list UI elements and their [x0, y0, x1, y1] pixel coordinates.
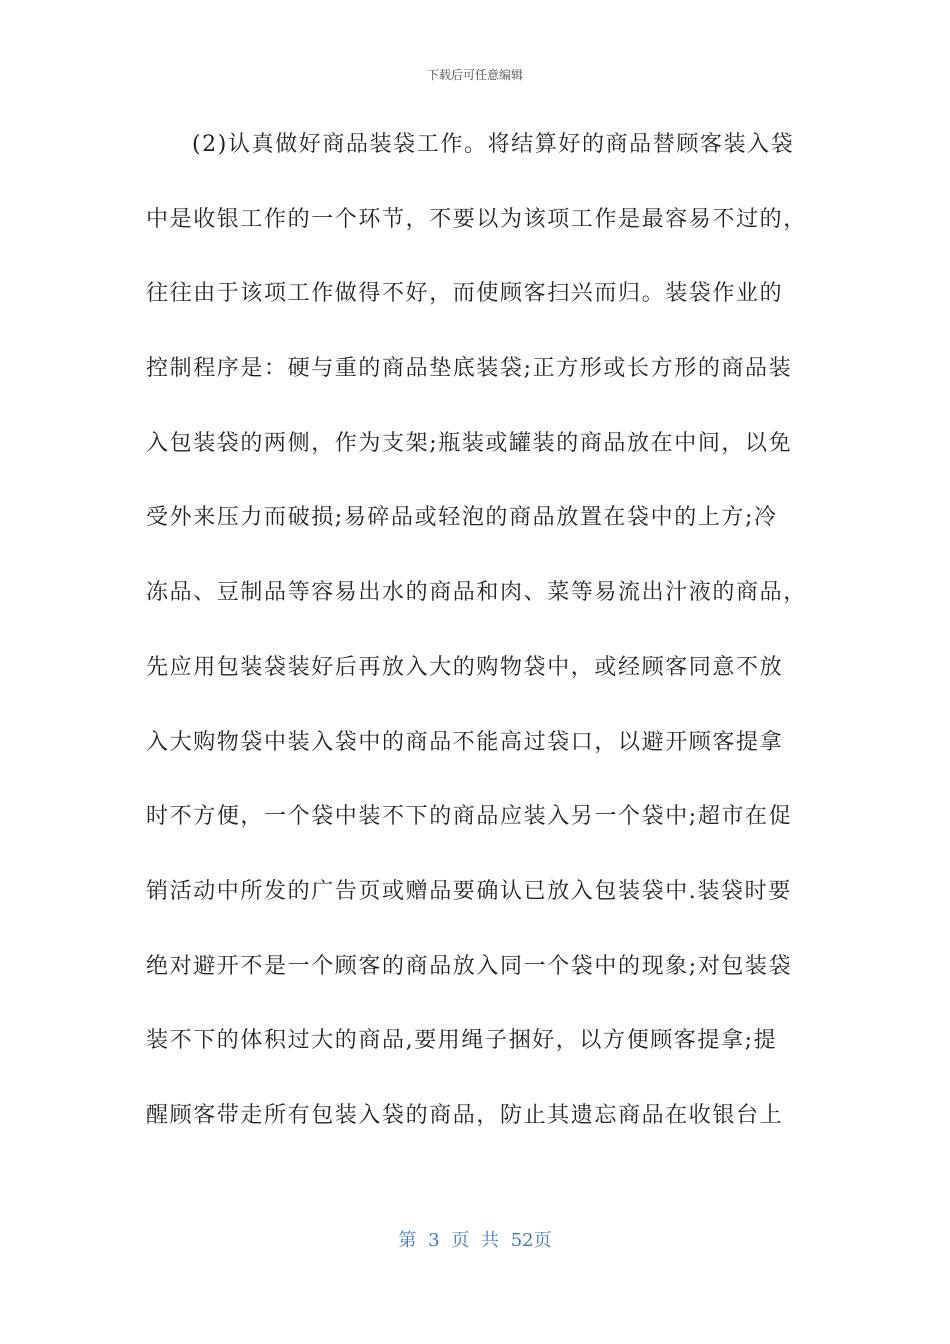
paragraph-line: 入大购物袋中装入袋中的商品不能高过袋口，以避开顾客提拿	[146, 729, 784, 755]
paragraph-line: 冻品、豆制品等容易出水的商品和肉、菜等易流出汁液的商品，	[146, 580, 807, 606]
paragraph-line: 装不下的体积过大的商品,要用绳子捆好，以方便顾客提拿;提	[146, 1028, 778, 1054]
paragraph-line: 往往由于该项工作做得不好，而使顾客扫兴而归。装袋作业的	[146, 281, 784, 307]
paragraph-line: 醒顾客带走所有包装入袋的商品，防止其遗忘商品在收银台上	[146, 1102, 784, 1128]
paragraph-line: (2)认真做好商品装袋工作。将结算好的商品替顾客装入袋	[192, 132, 795, 157]
paragraph-line: 销活动中所发的广告页或赠品要确认已放入包装袋中.装袋时要	[146, 878, 792, 904]
paragraph-line: 控制程序是：硬与重的商品垫底装袋;正方形或长方形的商品装	[146, 356, 793, 382]
header-note: 下载后可任意编辑	[426, 68, 523, 82]
paragraph-line: 受外来压力而破损;易碎品或轻泡的商品放置在袋中的上方;冷	[146, 505, 778, 531]
paragraph-line: 入包装袋的两侧，作为支架;瓶装或罐装的商品放在中间，以免	[146, 430, 793, 456]
paragraph-line: 时不方便，一个袋中装不下的商品应装入另一个袋中;超市在促	[146, 804, 793, 830]
paragraph-line: 先应用包装袋装好后再放入大的购物袋中，或经顾客同意不放	[146, 654, 784, 680]
paragraph-line: 绝对避开不是一个顾客的商品放入同一个袋中的现象;对包装袋	[146, 953, 793, 979]
paragraph-line: 中是收银工作的一个环节，不要以为该项工作是最容易不过的，	[146, 206, 807, 232]
page-number: 第 3 页 共 52页	[398, 1230, 552, 1251]
document-body	[146, 125, 806, 1171]
